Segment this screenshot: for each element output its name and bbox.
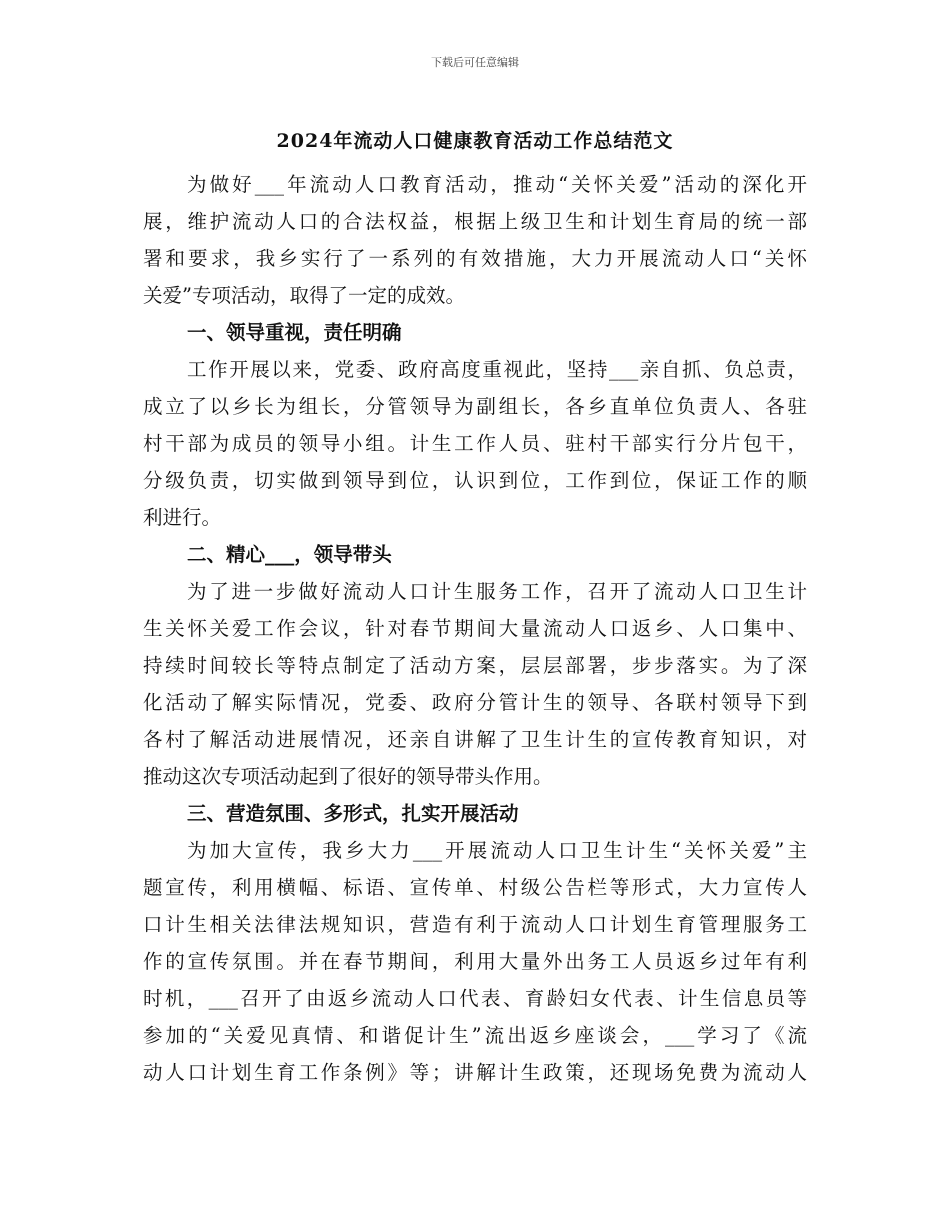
section-1-paragraph [143,351,807,536]
paragraph-line: 持续时间较长等特点制定了活动方案，层层部署，步步落实。为了深 [143,654,807,677]
paragraph-line: 展，维护流动人口的合法权益，根据上级卫生和计划生育局的统一部 [143,210,807,233]
paragraph-line: 工作开展以来，党委、政府高度重视此，坚持___亲自抓、负总责， [187,358,807,381]
paragraph-line: 分级负责，切实做到领导到位，认识到位，工作到位，保证工作的顺 [143,469,807,492]
section-heading-3: 三、营造氛围、多形式，扎实开展活动 [187,802,519,825]
paragraph-line: 时机，___召开了由返乡流动人口代表、育龄妇女代表、计生信息员等 [143,987,807,1010]
paragraph-line: 推动这次专项活动起到了很好的领导带头作用。 [143,765,553,788]
paragraph-line: 利进行。 [143,506,222,529]
paragraph-line: 署和要求，我乡实行了一系列的有效措施，大力开展流动人口“关怀 [143,247,807,270]
paragraph-line: 作的宣传氛围。并在春节期间，利用大量外出务工人员返乡过年有利 [143,950,807,973]
paragraph-line: 关爱”专项活动，取得了一定的成效。 [143,284,465,307]
paragraph-line: 为加大宣传，我乡大力___开展流动人口卫生计生“关怀关爱”主 [187,839,807,862]
document-body [143,166,807,1091]
intro-paragraph [143,166,807,314]
paragraph-line: 动人口计划生育工作条例》等；讲解计生政策，还现场免费为流动人 [143,1061,807,1084]
paragraph-line: 化活动了解实际情况，党委、政府分管计生的领导、各联村领导下到 [143,691,807,714]
paragraph-line: 为做好___年流动人口教育活动，推动“关怀关爱”活动的深化开 [187,173,807,196]
paragraph-line: 成立了以乡长为组长，分管领导为副组长，各乡直单位负责人、各驻 [143,395,807,418]
section-2-paragraph [143,573,807,795]
section-3-paragraph [143,832,807,1091]
paragraph-line: 参加的“关爱见真情、和谐促计生”流出返乡座谈会，___学习了《流 [143,1024,807,1047]
paragraph-line: 村干部为成员的领导小组。计生工作人员、驻村干部实行分片包干， [143,432,807,455]
header-note: 下载后可任意编辑 [431,56,519,69]
document-title: 2024年流动人口健康教育活动工作总结范文 [276,130,674,152]
section-heading-1: 一、领导重视，责任明确 [187,321,402,344]
section-heading-2: 二、精心___，领导带头 [187,543,392,566]
paragraph-line: 各村了解活动进展情况，还亲自讲解了卫生计生的宣传教育知识，对 [143,728,807,751]
paragraph-line: 为了进一步做好流动人口计生服务工作，召开了流动人口卫生计 [187,580,807,603]
paragraph-line: 口计生相关法律法规知识，营造有利于流动人口计划生育管理服务工 [143,913,807,936]
paragraph-line: 题宣传，利用横幅、标语、宣传单、村级公告栏等形式，大力宣传人 [143,876,807,899]
paragraph-line: 生关怀关爱工作会议，针对春节期间大量流动人口返乡、人口集中、 [143,617,807,640]
